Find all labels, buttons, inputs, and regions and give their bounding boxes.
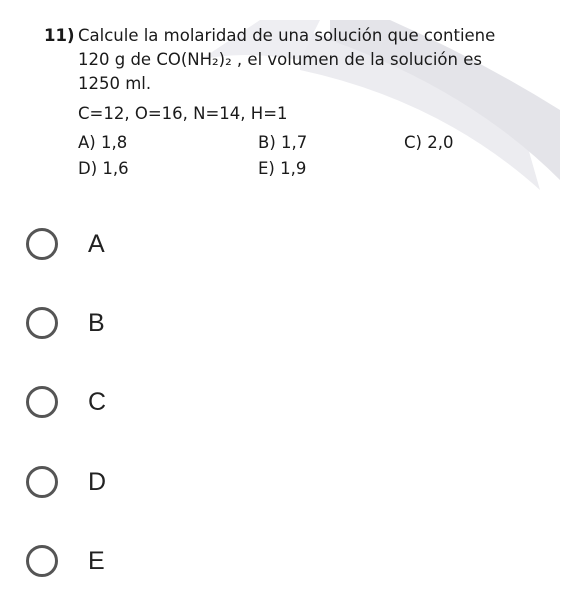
question-number: 11) [44,26,75,45]
choice-b[interactable] [14,293,314,353]
choice-a[interactable] [14,214,314,274]
radio-button[interactable] [26,307,58,339]
atomic-masses: C=12, O=16, N=14, H=1 [78,104,288,123]
choice-label: A [88,229,105,258]
choice-label: D [88,467,107,496]
option-text-b: B) 1,7 [258,133,308,152]
choice-e[interactable] [14,531,314,591]
choice-c[interactable] [14,372,314,432]
question-line: 1250 ml. [78,74,152,93]
option-text-d: D) 1,6 [78,159,129,178]
choice-label: B [88,308,105,337]
question-line: 120 g de CO(NH₂)₂ , el volumen de la solución es [78,50,482,69]
choice-label: E [88,546,105,575]
question-image [0,0,576,200]
radio-button[interactable] [26,545,58,577]
question-line: Calcule la molaridad de una solución que contiene [78,26,496,45]
option-text-c: C) 2,0 [404,133,454,152]
radio-button[interactable] [26,386,58,418]
question-text [78,24,564,96]
choice-label: C [88,387,107,416]
option-text-a: A) 1,8 [78,133,128,152]
option-text-e: E) 1,9 [258,159,307,178]
choice-d[interactable] [14,452,314,512]
radio-button[interactable] [26,466,58,498]
radio-button[interactable] [26,228,58,260]
